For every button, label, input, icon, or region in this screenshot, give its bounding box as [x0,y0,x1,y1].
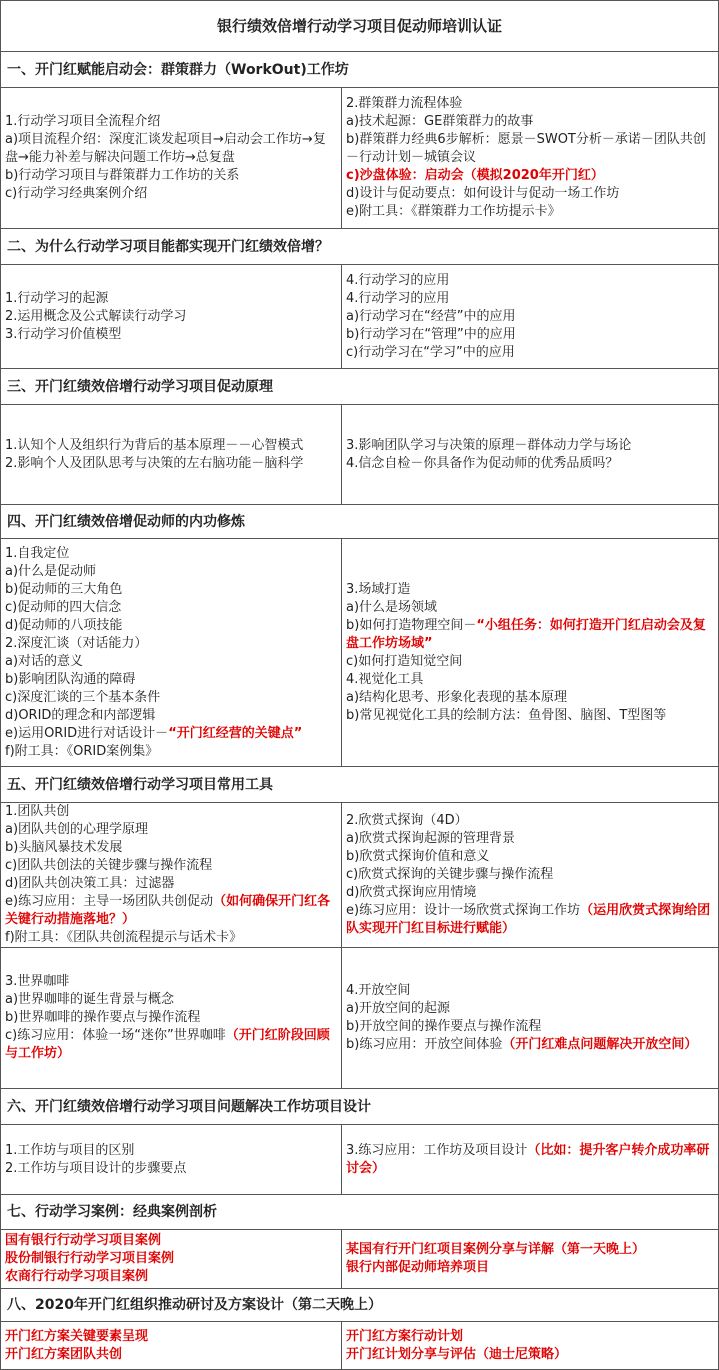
highlight-text: （运用欣赏式探询给团队实现开门红目标进行赋能） [346,903,711,936]
outline-item [5,857,337,875]
outline-item-text: 2.欣赏式探询（4D） [346,813,468,828]
outline-item-text: a)什么是场领域 [346,599,438,615]
outline-item-text: d)促动师的八项技能 [5,617,123,633]
outline-item [5,599,337,617]
outline-cell-right [342,803,719,948]
outline-item-text: a)项目流程介绍：深度汇谈发起项目→启动会工作坊→复盘→能力补差与解决问题工作坊→总复盘 [5,132,326,165]
outline-item [346,1346,714,1364]
outline-item-text: e)练习应用：设计一场欣赏式探询工作坊 [346,903,581,918]
outline-item [346,599,714,617]
outline-item-text: d)欣赏式探询应用情境 [346,885,477,900]
outline-item-text: b)头脑风暴技术发展 [5,840,123,855]
outline-cell-left [1,1230,342,1289]
outline-cell-left [1,405,342,505]
outline-item [346,707,714,725]
outline-item-text: a)对话的意义 [5,653,84,669]
outline-item-text: 开门红方案关键要素呈现 [5,1328,149,1344]
outline-cell-left [1,1125,342,1195]
outline-item-text: a)行动学习在“经营”中的应用 [346,308,516,324]
highlight-text: “开门红经营的关键点” [168,725,303,741]
outline-item [346,308,714,326]
outline-item-text: b)世界咖啡的操作要点与操作流程 [5,1010,201,1025]
outline-item [5,1268,337,1286]
outline-item [5,707,337,725]
outline-item-text: a)结构化思考、形象化表现的基本原理 [346,689,568,705]
outline-item [346,1142,714,1178]
outline-item-text: c)沙盘体验：启动会（模拟2020年开门红） [346,168,604,183]
outline-item-text: c)行动学习经典案例介绍 [5,186,148,201]
outline-item [346,203,714,221]
outline-item [346,326,714,344]
outline-item-text: c)练习应用：体验一场“迷你”世界咖啡 [5,1028,226,1043]
outline-item-text: 银行内部促动师培养项目 [346,1260,490,1275]
outline-item [5,131,337,167]
outline-item-text: 1.行动学习项目全流程介绍 [5,114,161,129]
section-heading: 一、开门红赋能启动会：群策群力（WorkOut)工作坊 [1,52,719,88]
outline-item [346,982,714,1000]
outline-item [5,1009,337,1027]
outline-cell-right [342,1322,719,1370]
outline-cell-right [342,948,719,1089]
outline-cell-right [342,1125,719,1195]
outline-item [346,272,714,290]
outline-item [346,455,714,473]
outline-item-text: a)什么是促动师 [5,563,97,579]
highlight-text: （开门红难点问题解决开放空间） [502,1037,698,1052]
outline-item-text: e)练习应用：主导一场团队共创促动 [5,894,214,909]
outline-item [346,185,714,203]
outline-item-text: 2.运用概念及公式解读行动学习 [5,308,187,324]
outline-item-text: 开门红方案团队共创 [5,1346,123,1362]
section-heading: 六、开门红绩效倍增行动学习项目问题解决工作坊项目设计 [1,1089,719,1125]
outline-cell-right [342,1230,719,1289]
outline-item-text: a)技术起源：GE群策群力的故事 [346,114,534,129]
outline-item-text: 某国有行开门红项目案例分享与详解（第一天晚上） [346,1242,646,1257]
outline-item [346,653,714,671]
outline-cell-right [342,539,719,767]
outline-item [346,113,714,131]
outline-item [5,1160,337,1178]
outline-item-text: a)欣赏式探询起源的管理背景 [346,831,516,846]
outline-item-text: b)促动师的三大角色 [5,581,123,597]
outline-item [346,581,714,599]
outline-item-text: b)欣赏式探询价值和意义 [346,849,490,864]
outline-item-text: 4.行动学习的应用 [346,290,450,306]
outline-item-text: 1.团队共创 [5,804,70,819]
section-heading: 七、行动学习案例：经典案例剖析 [1,1195,719,1230]
outline-item [5,725,337,743]
outline-item [5,1232,337,1250]
outline-item [5,437,337,455]
highlight-text: “小组任务：如何打造开门红启动会及复盘工作坊场域” [346,617,706,651]
outline-item-text: b)影响团队沟通的障碍 [5,671,136,687]
outline-item [5,893,337,929]
outline-item-text: c)深度汇谈的三个基本条件 [5,689,161,705]
outline-item [346,884,714,902]
highlight-text: （比如：提升客户转介成功率研讨会） [346,1142,710,1176]
outline-cell-right [342,265,719,369]
outline-item [346,437,714,455]
section-heading: 五、开门红绩效倍增行动学习项目常用工具 [1,767,719,803]
outline-item-text: e)运用ORID进行对话设计－ [5,725,169,741]
outline-item-text: 3.世界咖啡 [5,974,70,989]
outline-item-text: 股份制银行行动学习项目案例 [5,1251,175,1266]
highlight-text: （开门红阶段回顾与工作坊） [5,1028,330,1061]
outline-item-text: 4.视觉化工具 [346,671,424,687]
outline-item [346,344,714,362]
outline-item-text: 2.影响个人及团队思考与决策的左右脑功能－脑科学 [5,455,304,471]
outline-item-text: 开门红计划分享与评估（迪士尼策略） [346,1346,568,1362]
outline-item-text: 3.影响团队学习与决策的原理－群体动力学与场论 [346,437,632,453]
outline-item-text: 1.行动学习的起源 [5,290,109,306]
outline-item-text: b)行动学习项目与群策群力工作坊的关系 [5,168,240,183]
outline-item [5,671,337,689]
section-heading: 四、开门红绩效倍增促动师的内功修炼 [1,505,719,539]
outline-item [346,1018,714,1036]
outline-item [346,1036,714,1054]
document-title: 银行绩效倍增行动学习项目促动师培训认证 [1,1,719,52]
outline-item-text: a)开放空间的起源 [346,1001,451,1016]
outline-item-text: 3.场域打造 [346,581,411,597]
outline-cell-left [1,539,342,767]
outline-item [5,185,337,203]
outline-item-text: b)常见视觉化工具的绘制方法：鱼骨图、脑图、T型图等 [346,707,667,723]
outline-item [346,902,714,938]
outline-item [5,1027,337,1063]
outline-item [346,167,714,185]
outline-item [5,991,337,1009]
outline-item [5,1346,337,1364]
outline-item-text: d)设计与促动要点：如何设计与促动一场工作坊 [346,186,620,201]
outline-item-text: f)附工具：《团队共创流程提示与话术卡》 [5,930,243,945]
outline-item-text: c)团队共创法的关键步骤与操作流程 [5,858,213,873]
outline-cell-left [1,1322,342,1370]
outline-item-text: d)团队共创决策工具：过滤器 [5,876,175,891]
outline-item-text: 4.开放空间 [346,983,411,998]
outline-item [346,131,714,167]
outline-cell-left [1,803,342,948]
outline-item [346,1328,714,1346]
outline-item-text: d)ORID的理念和内部逻辑 [5,707,156,723]
outline-item-text: 1.认知个人及组织行为背后的基本原理－－心智模式 [5,437,304,453]
outline-item-text: c)欣赏式探询的关键步骤与操作流程 [346,867,554,882]
outline-item [5,689,337,707]
outline-item [5,1328,337,1346]
outline-item-text: c)如何打造知觉空间 [346,653,463,669]
outline-item [5,875,337,893]
outline-item [5,821,337,839]
outline-item [5,308,337,326]
outline-item-text: b)练习应用：开放空间体验 [346,1037,503,1052]
outline-item-text: 3.练习应用：工作坊及项目设计 [346,1142,528,1158]
outline-item-text: b)行动学习在“管理”中的应用 [346,326,516,342]
outline-item-text: 2.深度汇谈（对话能力） [5,635,148,651]
outline-item [5,973,337,991]
outline-cell-right [342,88,719,229]
outline-item-text: 1.自我定位 [5,545,70,561]
outline-cell-left [1,88,342,229]
outline-item-text: 农商行行动学习项目案例 [5,1269,149,1284]
outline-item [346,617,714,653]
outline-item [5,635,337,653]
section-heading: 三、开门红绩效倍增行动学习项目促动原理 [1,369,719,405]
outline-cell-left [1,948,342,1089]
outline-item-text: b)如何打造物理空间－ [346,617,477,633]
outline-cell-right [342,405,719,505]
highlight-text: （如何确保开门红各关键行动措施落地？） [5,894,331,927]
outline-item [346,1259,714,1277]
outline-item-text: 2.工作坊与项目设计的步骤要点 [5,1160,187,1176]
outline-item [5,839,337,857]
outline-item [5,803,337,821]
outline-item [5,617,337,635]
outline-item-text: 4.信念自检－你具备作为促动师的优秀品质吗？ [346,455,619,471]
outline-item [5,167,337,185]
outline-item [346,1000,714,1018]
outline-item-text: 开门红方案行动计划 [346,1328,464,1344]
outline-item [5,653,337,671]
outline-item-text: 2.群策群力流程体验 [346,96,463,111]
outline-item [5,581,337,599]
outline-item-text: f)附工具：《ORID案例集》 [5,743,159,759]
outline-item-text: a)世界咖啡的诞生背景与概念 [5,992,175,1007]
outline-item [5,455,337,473]
outline-item-text: 4.行动学习的应用 [346,272,450,288]
outline-item-text: b)开放空间的操作要点与操作流程 [346,1019,542,1034]
outline-item [346,812,714,830]
outline-item [346,1241,714,1259]
outline-item-text: 国有银行行动学习项目案例 [5,1233,162,1248]
outline-item [5,326,337,344]
outline-item [346,866,714,884]
outline-cell-left [1,265,342,369]
outline-item [346,95,714,113]
section-heading: 二、为什么行动学习项目能都实现开门红绩效倍增？ [1,229,719,265]
outline-item-text: 1.工作坊与项目的区别 [5,1142,135,1158]
outline-item [346,830,714,848]
outline-item [5,290,337,308]
outline-item-text: a)团队共创的心理学原理 [5,822,149,837]
outline-item-text: c)促动师的四大信念 [5,599,122,615]
outline-item [5,563,337,581]
section-heading: 八、2020年开门红组织推动研讨及方案设计（第二天晚上） [1,1289,719,1322]
outline-item [5,929,337,947]
outline-item [5,545,337,563]
outline-item-text: e)附工具：《群策群力工作坊提示卡》 [346,204,561,219]
outline-item [346,848,714,866]
outline-item [5,743,337,761]
outline-item [5,1250,337,1268]
outline-item [346,689,714,707]
outline-item [346,671,714,689]
outline-item-text: 3.行动学习价值模型 [5,326,122,342]
outline-item [5,113,337,131]
outline-item-text: b)群策群力经典6步解析：愿景－SWOT分析－承诺－团队共创－行动计划－城镇会议 [346,132,706,165]
outline-item [346,290,714,308]
outline-item-text: c)行动学习在“学习”中的应用 [346,344,515,360]
outline-item [5,1142,337,1160]
